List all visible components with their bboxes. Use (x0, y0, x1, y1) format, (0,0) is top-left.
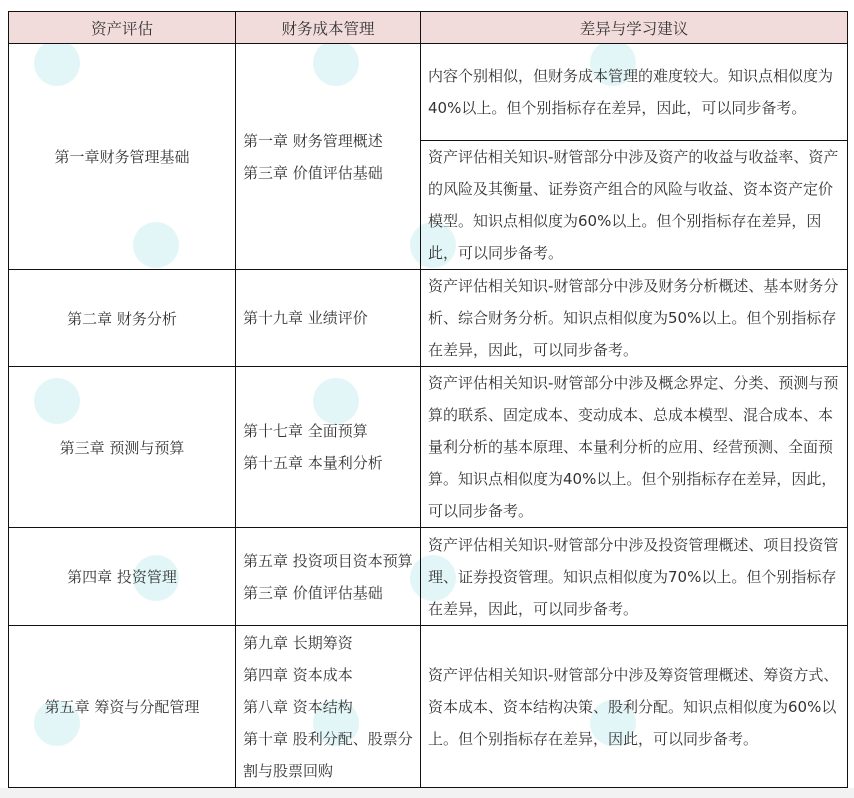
header-differences-advice: 差异与学习建议 (421, 12, 848, 44)
chapter-line: 第十五章 本量利分析 (243, 454, 383, 472)
asset-eval-cell: 第三章 预测与预算 (9, 367, 236, 528)
chapter-line: 第八章 资本结构 (243, 697, 353, 716)
advice-cell: 资产评估相关知识-财管部分中涉及资产的收益与收益率、资产的风险及其衡量、证券资产组合的风险与收益、资本资产定价模型。知识点相似度为60%以上。但个别指标存在差异，因此，可以同步备考。 (421, 141, 848, 270)
chapter-line: 第三章 价值评估基础 (243, 583, 383, 602)
table-row (9, 44, 848, 141)
asset-eval-cell: 第五章 筹资与分配管理 (9, 626, 236, 788)
advice-cell: 资产评估相关知识-财管部分中涉及概念界定、分类、预测与预算的联系、固定成本、变动成本、总成本模型、混合成本、本量利分析的基本原理、本量利分析的应用、经营预测、全面预算。知识点相似度为40%以上。但个别指标存在差异，因此，可以同步备考。 (421, 367, 848, 528)
chapter-line: 第十章 股利分配、股票分割与股票回购 (243, 729, 413, 780)
asset-eval-cell: 第四章 投资管理 (9, 528, 236, 626)
asset-eval-cell: 第二章 财务分析 (9, 270, 236, 367)
advice-cell: 资产评估相关知识-财管部分中涉及投资管理概述、项目投资管理、证券投资管理。知识点相似度为70%以上。但个别指标存在差异，因此，可以同步备考。 (421, 528, 848, 626)
header-financial-cost-management: 财务成本管理 (236, 12, 421, 44)
fin-cost-cell (236, 270, 421, 367)
table-row (9, 367, 848, 528)
header-asset-evaluation: 资产评估 (9, 12, 236, 44)
chapter-line: 第十九章 业绩评价 (243, 309, 368, 327)
advice-cell: 资产评估相关知识-财管部分中涉及财务分析概述、基本财务分析、综合财务分析。知识点相似度为50%以上。但个别指标存在差异，因此，可以同步备考。 (421, 270, 848, 367)
page-bottom-strip (0, 788, 854, 798)
chapter-line: 第五章 投资项目资本预算 (243, 551, 413, 570)
table-header-row (9, 12, 848, 44)
table-row (9, 626, 848, 788)
advice-cell: 资产评估相关知识-财管部分中涉及筹资管理概述、筹资方式、资本成本、资本结构决策、股利分配。知识点相似度为60%以上。但个别指标存在差异，因此，可以同步备考。 (421, 626, 848, 788)
chapter-line: 第一章 财务管理概述 (243, 131, 383, 150)
fin-cost-cell (236, 528, 421, 626)
chapter-line: 第十七章 全面预算 (243, 422, 368, 440)
table-row (9, 270, 848, 367)
chapter-line: 第四章 资本成本 (243, 665, 353, 684)
fin-cost-cell (236, 44, 421, 270)
asset-eval-cell: 第一章财务管理基础 (9, 44, 236, 270)
fin-cost-cell (236, 367, 421, 528)
chapter-line: 第九章 长期筹资 (243, 633, 353, 652)
table-row (9, 528, 848, 626)
chapter-line: 第三章 价值评估基础 (243, 163, 383, 182)
advice-cell: 内容个别相似，但财务成本管理的难度较大。知识点相似度为40%以上。但个别指标存在差异，因此，可以同步备考。 (421, 44, 848, 141)
comparison-table (8, 11, 848, 788)
fin-cost-cell (236, 626, 421, 788)
